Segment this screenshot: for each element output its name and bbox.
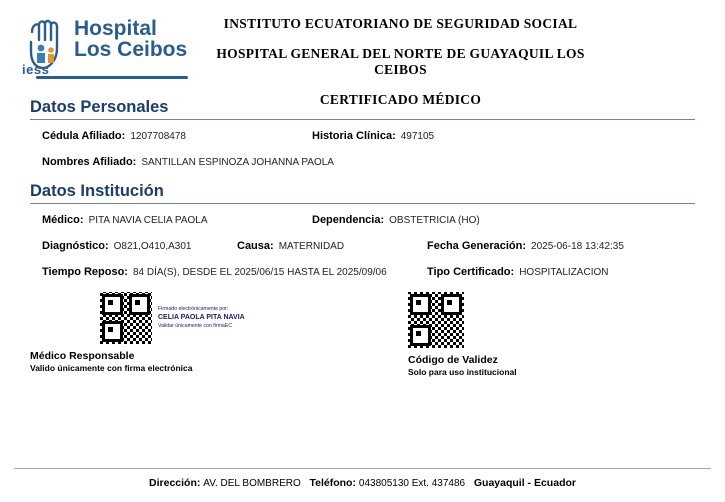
cedula-label: Cédula Afiliado: xyxy=(42,130,126,142)
validity-code-block xyxy=(360,292,695,377)
medico-responsable-sub: Valido únicamente con firma electrónica xyxy=(30,363,193,373)
signature-area xyxy=(0,292,725,377)
direccion-value: AV. DEL BOMBRERO xyxy=(203,478,301,489)
fecha-generacion-field xyxy=(427,240,624,252)
signature-stamp xyxy=(100,292,360,344)
hospital-logo-text xyxy=(74,18,187,61)
personal-row-2 xyxy=(30,156,695,168)
medico-responsable-caption: Médico Responsable xyxy=(30,350,135,362)
tiempo-reposo-field xyxy=(42,266,427,278)
institution-row-2 xyxy=(30,240,695,252)
historia-clinica-field xyxy=(312,130,434,142)
fecha-generacion-value: 2025-06-18 13:42:35 xyxy=(531,241,624,252)
hospital-logo xyxy=(18,12,214,79)
iess-logo-text: iess xyxy=(22,62,50,77)
historia-clinica-label: Historia Clínica: xyxy=(312,130,396,142)
dependencia-value: OBSTETRICIA (HO) xyxy=(389,215,480,226)
footer-content xyxy=(0,469,725,489)
nombres-value: SANTILLAN ESPINOZA JOHANNA PAOLA xyxy=(141,157,334,168)
telefono-value: 043805130 Ext. 437486 xyxy=(358,478,466,489)
header-titles xyxy=(214,12,587,122)
cedula-field xyxy=(42,130,312,142)
ciudad-value: Guayaquil - Ecuador xyxy=(473,477,576,489)
medico-label: Médico: xyxy=(42,214,84,226)
personal-row-1 xyxy=(30,130,695,142)
logo-underline xyxy=(36,76,188,79)
document-title: CERTIFICADO MÉDICO xyxy=(319,92,482,107)
institution-data-section xyxy=(0,182,725,278)
codigo-validez-sub: Solo para uso institucional xyxy=(408,367,517,377)
medico-value: PITA NAVIA CELIA PAOLA xyxy=(88,215,208,226)
stamp-line-1: Firmado electrónicamente por: xyxy=(158,306,229,313)
causa-field xyxy=(237,240,427,252)
historia-clinica-value: 497105 xyxy=(400,131,435,142)
diagnostico-label: Diagnóstico: xyxy=(42,240,109,252)
hospital-title: HOSPITAL GENERAL DEL NORTE DE GUAYAQUIL LOS CEIBOS xyxy=(216,46,585,77)
direccion-label: Dirección: xyxy=(149,477,201,489)
causa-value: MATERNIDAD xyxy=(278,241,345,252)
dependencia-field xyxy=(312,214,480,226)
hospital-logo-line2: Los Ceibos xyxy=(74,38,188,62)
dependencia-label: Dependencia: xyxy=(312,214,385,226)
institution-data-heading: Datos Institución xyxy=(30,182,695,204)
institution-row-3 xyxy=(30,266,695,278)
stamp-signer-name: CELIA PAOLA PITA NAVIA xyxy=(158,314,245,322)
nombres-field xyxy=(42,156,334,168)
diagnostico-field xyxy=(42,240,237,252)
tiempo-reposo-label: Tiempo Reposo: xyxy=(42,266,128,278)
tipo-certificado-value: HOSPITALIZACION xyxy=(519,267,609,278)
institution-title: INSTITUTO ECUATORIANO DE SEGURIDAD SOCIAL xyxy=(223,16,578,31)
medico-signature-block xyxy=(30,292,360,377)
causa-label: Causa: xyxy=(237,240,274,252)
tipo-certificado-label: Tipo Certificado: xyxy=(427,266,515,278)
codigo-validez-caption: Código de Validez xyxy=(408,354,498,366)
document-footer xyxy=(0,468,725,502)
diagnostico-value: O821,O410,A301 xyxy=(113,241,192,252)
institution-row-1 xyxy=(30,214,695,226)
medico-field xyxy=(42,214,312,226)
tipo-certificado-field xyxy=(427,266,608,278)
signature-stamp-text xyxy=(158,306,245,329)
personal-data-heading: Datos Personales xyxy=(30,98,695,120)
telefono-label: Teléfono: xyxy=(309,477,356,489)
fecha-generacion-label: Fecha Generación: xyxy=(427,240,527,252)
nombres-label: Nombres Afiliado: xyxy=(42,156,137,168)
qr-code-validity-icon xyxy=(408,292,464,348)
qr-code-signature-icon xyxy=(100,292,152,344)
cedula-value: 1207708478 xyxy=(130,131,186,142)
hospital-logo-line1: Hospital xyxy=(74,17,157,40)
tiempo-reposo-value: 84 DÍA(S), DESDE EL 2025/06/15 HASTA EL 2025/09/06 xyxy=(132,267,387,278)
stamp-line-3: Validar únicamente con firmaEC xyxy=(158,322,233,329)
